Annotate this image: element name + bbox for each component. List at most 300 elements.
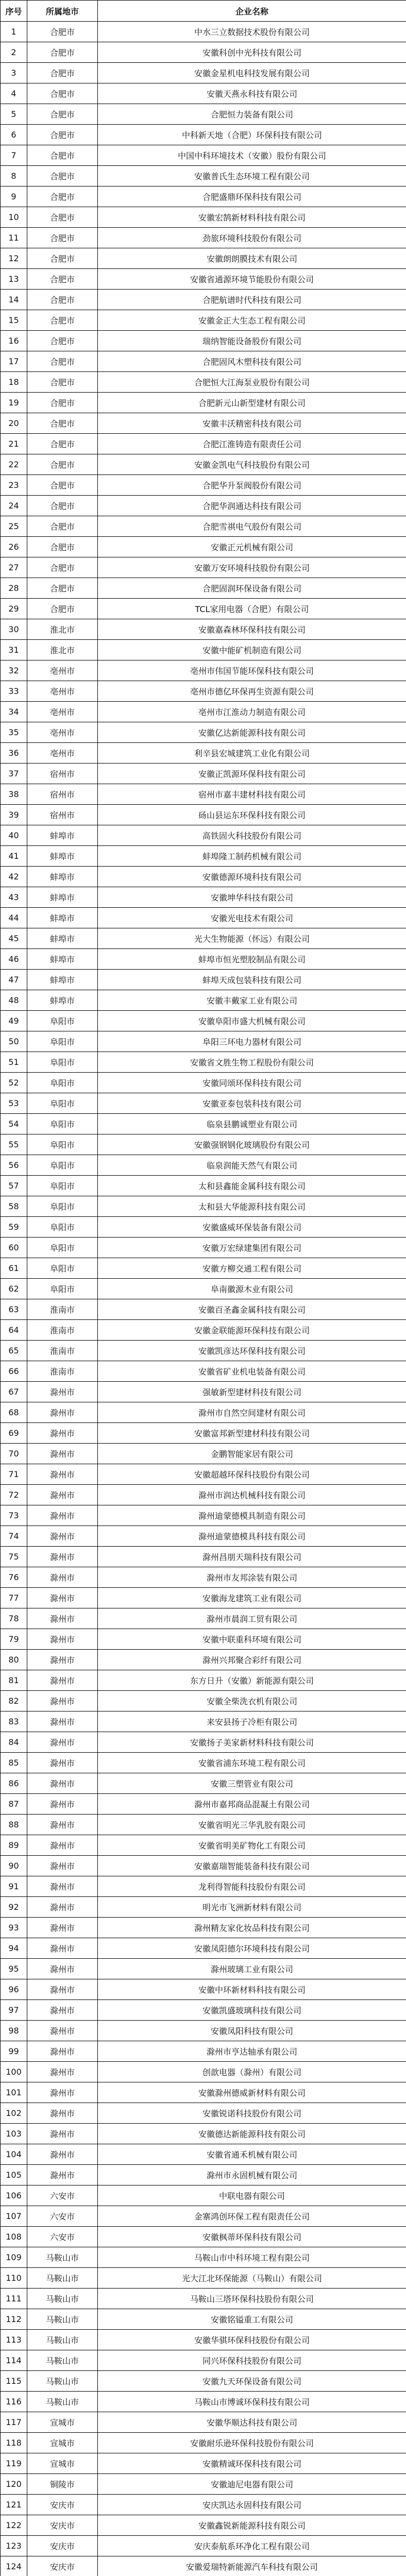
- row-index: 28: [1, 578, 27, 599]
- row-company-name: 马鞍山三塔环保科技股份有限公司: [98, 2289, 406, 2309]
- row-company-name: 安徽枫蒂环保科技有限公司: [98, 2227, 406, 2247]
- row-company-name: 安徽省通禾机械有限公司: [98, 2144, 406, 2165]
- row-company-name: 安徽富邦新型建材科技有限公司: [98, 1423, 406, 1444]
- table-row: [1, 537, 406, 557]
- row-index: 124: [1, 2556, 27, 2576]
- table-row: [1, 2474, 406, 2495]
- table-row: [1, 1196, 406, 1217]
- table-row: [1, 2309, 406, 2330]
- table-row: [1, 1464, 406, 1485]
- table-row: [1, 1773, 406, 1794]
- row-index: 71: [1, 1464, 27, 1485]
- row-index: 31: [1, 640, 27, 660]
- table-row: [1, 1423, 406, 1444]
- table-row: [1, 1588, 406, 1608]
- row-index: 37: [1, 764, 27, 784]
- table-row: [1, 2268, 406, 2289]
- row-index: 7: [1, 145, 27, 166]
- row-city: 滁州市: [27, 1794, 98, 1815]
- row-city: 合肥市: [27, 516, 98, 537]
- row-index: 2: [1, 42, 27, 63]
- row-index: 57: [1, 1176, 27, 1196]
- table-row: [1, 331, 406, 351]
- row-company-name: 蚌埠天成包装科技有限公司: [98, 970, 406, 990]
- row-company-name: 宿州市嘉丰建材科技有限公司: [98, 784, 406, 805]
- row-index: 1: [1, 22, 27, 42]
- row-index: 30: [1, 619, 27, 640]
- table-row: [1, 63, 406, 83]
- row-city: 滁州市: [27, 2144, 98, 2165]
- row-city: 滁州市: [27, 2124, 98, 2144]
- row-city: 滁州市: [27, 1505, 98, 1526]
- table-row: [1, 1238, 406, 1258]
- row-index: 97: [1, 2000, 27, 2021]
- row-index: 72: [1, 1485, 27, 1505]
- row-index: 63: [1, 1299, 27, 1320]
- row-city: 蚌埠市: [27, 846, 98, 867]
- table-row: [1, 2515, 406, 2536]
- row-city: 马鞍山市: [27, 2309, 98, 2330]
- row-company-name: 太和县鑫能金属科技有限公司: [98, 1176, 406, 1196]
- table-row: [1, 413, 406, 434]
- row-index: 36: [1, 743, 27, 764]
- row-index: 118: [1, 2433, 27, 2453]
- table-row: [1, 393, 406, 413]
- row-index: 68: [1, 1402, 27, 1423]
- row-company-name: 滁州迪蒙德模具制造有限公司: [98, 1505, 406, 1526]
- table-row: [1, 1815, 406, 1835]
- row-company-name: 安徽滁州德威新材料有限公司: [98, 2082, 406, 2103]
- table-row: [1, 1670, 406, 1691]
- row-index: 18: [1, 372, 27, 393]
- row-city: 蚌埠市: [27, 949, 98, 970]
- row-index: 119: [1, 2453, 27, 2474]
- row-company-name: 安徽耐乐逊环保科技股份有限公司: [98, 2433, 406, 2453]
- table-row: [1, 1485, 406, 1505]
- row-company-name: 合肥雪祺电气股份有限公司: [98, 516, 406, 537]
- row-city: 滁州市: [27, 2000, 98, 2021]
- table-row: [1, 681, 406, 702]
- row-company-name: 中水三立数据技术股份有限公司: [98, 22, 406, 42]
- table-row: [1, 434, 406, 454]
- row-company-name: 合肥航谱时代科技有限公司: [98, 290, 406, 310]
- row-company-name: 安徽扬子美家新材料科技有限公司: [98, 1732, 406, 1753]
- row-city: 亳州市: [27, 722, 98, 743]
- table-row: [1, 2124, 406, 2144]
- table-row: [1, 1155, 406, 1176]
- row-city: 马鞍山市: [27, 2350, 98, 2371]
- table-row: [1, 619, 406, 640]
- row-city: 合肥市: [27, 207, 98, 228]
- table-row: [1, 372, 406, 393]
- row-company-name: 创歆电器（滁州）有限公司: [98, 2062, 406, 2082]
- row-city: 合肥市: [27, 83, 98, 104]
- row-index: 88: [1, 1815, 27, 1835]
- row-city: 滁州市: [27, 1959, 98, 1979]
- table-row: [1, 1341, 406, 1361]
- table-row: [1, 269, 406, 290]
- row-company-name: 安徽阜阳市盛大机械有限公司: [98, 1011, 406, 1031]
- table-row: [1, 2206, 406, 2227]
- row-city: 滁州市: [27, 1938, 98, 1959]
- row-city: 合肥市: [27, 228, 98, 248]
- row-city: 滁州市: [27, 1835, 98, 1856]
- table-row: [1, 1876, 406, 1897]
- row-city: 滁州市: [27, 1815, 98, 1835]
- row-city: 合肥市: [27, 42, 98, 63]
- row-index: 6: [1, 125, 27, 145]
- row-index: 82: [1, 1691, 27, 1711]
- table-row: [1, 1547, 406, 1567]
- row-company-name: 临泉润能天然气有限公司: [98, 1155, 406, 1176]
- row-company-name: 阜阳三环电力器材有限公司: [98, 1031, 406, 1052]
- row-city: 蚌埠市: [27, 990, 98, 1011]
- table-row: [1, 207, 406, 228]
- row-city: 滁州市: [27, 1608, 98, 1629]
- row-company-name: 中联电器有限公司: [98, 2185, 406, 2206]
- row-company-name: 亳州市德亿环保再生资源有限公司: [98, 681, 406, 702]
- row-city: 蚌埠市: [27, 928, 98, 949]
- row-company-name: 合肥固润环保设备有限公司: [98, 578, 406, 599]
- row-company-name: 安徽铭镒重工有限公司: [98, 2309, 406, 2330]
- row-city: 阜阳市: [27, 1238, 98, 1258]
- table-row: [1, 2453, 406, 2474]
- row-company-name: 安徽强钢钢化玻璃股份有限公司: [98, 1134, 406, 1155]
- row-company-name: 安徽九天环保设备有限公司: [98, 2371, 406, 2392]
- table-row: [1, 42, 406, 63]
- row-company-name: 安徽德源环境科技有限公司: [98, 867, 406, 887]
- table-row: [1, 310, 406, 331]
- table-row: [1, 2000, 406, 2021]
- row-index: 70: [1, 1444, 27, 1464]
- table-row: [1, 764, 406, 784]
- row-index: 99: [1, 2041, 27, 2062]
- row-company-name: 安徽百圣鑫金属科技有限公司: [98, 1299, 406, 1320]
- table-row: [1, 516, 406, 537]
- row-company-name: TCL家用电器（合肥）有限公司: [98, 599, 406, 619]
- row-index: 93: [1, 1918, 27, 1938]
- row-index: 29: [1, 599, 27, 619]
- table-row: [1, 2062, 406, 2082]
- row-index: 81: [1, 1670, 27, 1691]
- row-company-name: 滁州精友家化妆品科技有限公司: [98, 1918, 406, 1938]
- row-company-name: 安徽省通源环境节能股份有限公司: [98, 269, 406, 290]
- row-index: 21: [1, 434, 27, 454]
- row-index: 17: [1, 351, 27, 372]
- row-company-name: 安徽华顺达科技有限公司: [98, 2412, 406, 2433]
- row-city: 宿州市: [27, 764, 98, 784]
- row-index: 86: [1, 1773, 27, 1794]
- table-row: [1, 228, 406, 248]
- row-city: 马鞍山市: [27, 2247, 98, 2268]
- row-city: 滁州市: [27, 1629, 98, 1650]
- row-company-name: 安徽盛威环保装备有限公司: [98, 1217, 406, 1238]
- row-company-name: 中国中科环境技术（安徽）股份有限公司: [98, 145, 406, 166]
- table-row: [1, 1979, 406, 2000]
- row-city: 滁州市: [27, 2082, 98, 2103]
- table-row: [1, 1711, 406, 1732]
- header-index: 序号: [1, 1, 27, 22]
- row-company-name: 安徽金星机电科技发展有限公司: [98, 63, 406, 83]
- row-company-name: 安徽凯盛玻璃科技有限公司: [98, 2000, 406, 2021]
- row-index: 110: [1, 2268, 27, 2289]
- row-company-name: 蚌埠隆工制药机械有限公司: [98, 846, 406, 867]
- row-index: 77: [1, 1588, 27, 1608]
- row-index: 73: [1, 1505, 27, 1526]
- row-city: 淮北市: [27, 619, 98, 640]
- row-city: 亳州市: [27, 743, 98, 764]
- table-row: [1, 1897, 406, 1918]
- row-company-name: 安徽中能矿机制造有限公司: [98, 640, 406, 660]
- row-index: 67: [1, 1382, 27, 1402]
- row-company-name: 滁州市亨达轴承有限公司: [98, 2041, 406, 2062]
- row-company-name: 马鞍山市中科环境工程有限公司: [98, 2247, 406, 2268]
- row-city: 合肥市: [27, 454, 98, 475]
- row-city: 合肥市: [27, 331, 98, 351]
- row-index: 62: [1, 1279, 27, 1299]
- row-company-name: 金寨鸿创环保工程有限责任公司: [98, 2206, 406, 2227]
- table-row: [1, 2289, 406, 2309]
- row-company-name: 滁州兴邦聚合彩纤有限公司: [98, 1650, 406, 1670]
- row-company-name: 安徽省矿业机电装备有限公司: [98, 1361, 406, 1382]
- row-index: 74: [1, 1526, 27, 1547]
- row-city: 亳州市: [27, 681, 98, 702]
- table-row: [1, 2412, 406, 2433]
- row-city: 阜阳市: [27, 1073, 98, 1093]
- row-company-name: 安徽超越环保科技股份有限公司: [98, 1464, 406, 1485]
- row-index: 107: [1, 2206, 27, 2227]
- row-company-name: 合肥华润通达科技有限公司: [98, 496, 406, 516]
- row-company-name: 安徽正元机械有限公司: [98, 537, 406, 557]
- row-city: 马鞍山市: [27, 2268, 98, 2289]
- row-city: 合肥市: [27, 187, 98, 207]
- row-company-name: 光大生物能源（怀远）有限公司: [98, 928, 406, 949]
- row-index: 25: [1, 516, 27, 537]
- row-index: 101: [1, 2082, 27, 2103]
- table-row: [1, 887, 406, 908]
- row-company-name: 安徽凯彦达环保科技有限公司: [98, 1341, 406, 1361]
- row-company-name: 滁州市晨润工贸有限公司: [98, 1608, 406, 1629]
- row-company-name: 安徽中联重科环境有限公司: [98, 1629, 406, 1650]
- row-city: 阜阳市: [27, 1155, 98, 1176]
- row-city: 合肥市: [27, 290, 98, 310]
- row-index: 111: [1, 2289, 27, 2309]
- row-city: 阜阳市: [27, 1196, 98, 1217]
- row-city: 亳州市: [27, 702, 98, 722]
- row-company-name: 安徽爱瑞特新能源汽车科技有限公司: [98, 2556, 406, 2576]
- row-company-name: 安徽鑫锐新能源科技有限公司: [98, 2515, 406, 2536]
- table-row: [1, 1402, 406, 1423]
- table-row: [1, 1134, 406, 1155]
- row-company-name: 安徽三塑管业有限公司: [98, 1773, 406, 1794]
- row-city: 滁州市: [27, 1464, 98, 1485]
- row-company-name: 安徽省明光三华乳胶有限公司: [98, 1815, 406, 1835]
- row-index: 44: [1, 908, 27, 928]
- table-row: [1, 1299, 406, 1320]
- row-city: 蚌埠市: [27, 970, 98, 990]
- row-index: 54: [1, 1114, 27, 1134]
- row-index: 91: [1, 1876, 27, 1897]
- table-row: [1, 1011, 406, 1031]
- table-row: [1, 702, 406, 722]
- row-city: 合肥市: [27, 372, 98, 393]
- row-index: 34: [1, 702, 27, 722]
- row-city: 滁州市: [27, 1773, 98, 1794]
- table-row: [1, 22, 406, 42]
- table-row: [1, 1258, 406, 1279]
- row-company-name: 合肥固风木塑科技有限公司: [98, 351, 406, 372]
- row-company-name: 金鹏智能家居有限公司: [98, 1444, 406, 1464]
- row-city: 淮北市: [27, 640, 98, 660]
- table-row: [1, 1918, 406, 1938]
- table-row: [1, 1382, 406, 1402]
- row-index: 79: [1, 1629, 27, 1650]
- table-row: [1, 1114, 406, 1134]
- table-row: [1, 2392, 406, 2412]
- row-index: 76: [1, 1567, 27, 1588]
- row-company-name: 安徽万安环境科技股份有限公司: [98, 557, 406, 578]
- row-city: 滁州市: [27, 2062, 98, 2082]
- table-row: [1, 2247, 406, 2268]
- row-city: 合肥市: [27, 22, 98, 42]
- table-row: [1, 1650, 406, 1670]
- row-city: 滁州市: [27, 1423, 98, 1444]
- row-index: 20: [1, 413, 27, 434]
- row-city: 合肥市: [27, 578, 98, 599]
- row-company-name: 安徽天燕永科技有限公司: [98, 83, 406, 104]
- row-index: 33: [1, 681, 27, 702]
- row-company-name: 滁州市永固机械有限公司: [98, 2165, 406, 2185]
- row-index: 95: [1, 1959, 27, 1979]
- table-row: [1, 1176, 406, 1196]
- row-company-name: 安徽省浦东环境工程有限公司: [98, 1753, 406, 1773]
- row-index: 23: [1, 475, 27, 496]
- row-city: 合肥市: [27, 413, 98, 434]
- table-row: [1, 1093, 406, 1114]
- table-row: [1, 949, 406, 970]
- table-row: [1, 1361, 406, 1382]
- row-company-name: 安徽凤阳科技有限公司: [98, 2021, 406, 2041]
- row-index: 120: [1, 2474, 27, 2495]
- row-index: 49: [1, 1011, 27, 1031]
- row-company-name: 滁州迪蒙德模具科技有限公司: [98, 1526, 406, 1547]
- row-company-name: 安徽嘉瑞智能装备科技有限公司: [98, 1856, 406, 1876]
- table-row: [1, 990, 406, 1011]
- row-index: 47: [1, 970, 27, 990]
- table-row: [1, 1608, 406, 1629]
- row-index: 108: [1, 2227, 27, 2247]
- table-row: [1, 2371, 406, 2392]
- table-row: [1, 1320, 406, 1341]
- row-city: 滁州市: [27, 1650, 98, 1670]
- row-company-name: 安徽丰沃精密科技有限公司: [98, 413, 406, 434]
- table-row: [1, 125, 406, 145]
- row-city: 合肥市: [27, 125, 98, 145]
- table-row: [1, 1052, 406, 1073]
- table-row: [1, 1279, 406, 1299]
- table-row: [1, 1031, 406, 1052]
- row-index: 60: [1, 1238, 27, 1258]
- row-index: 65: [1, 1341, 27, 1361]
- row-city: 六安市: [27, 2206, 98, 2227]
- row-index: 69: [1, 1423, 27, 1444]
- row-index: 83: [1, 1711, 27, 1732]
- table-row: [1, 1732, 406, 1753]
- table-row: [1, 1629, 406, 1650]
- row-city: 宣城市: [27, 2433, 98, 2453]
- row-city: 阜阳市: [27, 1279, 98, 1299]
- row-index: 15: [1, 310, 27, 331]
- table-row: [1, 640, 406, 660]
- row-city: 滁州市: [27, 1402, 98, 1423]
- row-index: 52: [1, 1073, 27, 1093]
- row-company-name: 安徽同颂环保科技有限公司: [98, 1073, 406, 1093]
- row-company-name: 安徽丰戴家工业有限公司: [98, 990, 406, 1011]
- row-city: 合肥市: [27, 434, 98, 454]
- table-row: [1, 928, 406, 949]
- row-company-name: 中科新天地（合肥）环保科技有限公司: [98, 125, 406, 145]
- row-company-name: 劲旅环境科技股份有限公司: [98, 228, 406, 248]
- table-row: [1, 2041, 406, 2062]
- row-index: 89: [1, 1835, 27, 1856]
- table-row: [1, 578, 406, 599]
- header-company-name: 企业名称: [98, 1, 406, 22]
- row-company-name: 滁州玻璃工业有限公司: [98, 1959, 406, 1979]
- row-index: 53: [1, 1093, 27, 1114]
- row-company-name: 安徽宏鹄新材料科技有限公司: [98, 207, 406, 228]
- row-city: 六安市: [27, 2185, 98, 2206]
- table-row: [1, 1444, 406, 1464]
- row-city: 阜阳市: [27, 1217, 98, 1238]
- row-city: 合肥市: [27, 269, 98, 290]
- row-company-name: 滁州市自然空间建材有限公司: [98, 1402, 406, 1423]
- table-row: [1, 1567, 406, 1588]
- row-city: 合肥市: [27, 248, 98, 269]
- row-index: 5: [1, 104, 27, 125]
- row-index: 10: [1, 207, 27, 228]
- row-city: 滁州市: [27, 1588, 98, 1608]
- row-index: 113: [1, 2330, 27, 2350]
- table-row: [1, 1526, 406, 1547]
- row-index: 58: [1, 1196, 27, 1217]
- row-city: 阜阳市: [27, 1114, 98, 1134]
- row-index: 94: [1, 1938, 27, 1959]
- table-row: [1, 722, 406, 743]
- row-company-name: 安徽凤阳德尔环境科技有限公司: [98, 1938, 406, 1959]
- row-index: 115: [1, 2371, 27, 2392]
- table-row: [1, 2021, 406, 2041]
- row-company-name: 安徽坤华科技有限公司: [98, 887, 406, 908]
- row-index: 112: [1, 2309, 27, 2330]
- row-city: 合肥市: [27, 166, 98, 187]
- row-company-name: 光大江北环保能源（马鞍山）有限公司: [98, 2268, 406, 2289]
- table-row: [1, 1856, 406, 1876]
- table-row: [1, 2556, 406, 2576]
- row-city: 阜阳市: [27, 1258, 98, 1279]
- table-row: [1, 867, 406, 887]
- row-company-name: 安徽锐诺科技股份有限公司: [98, 2103, 406, 2124]
- row-index: 51: [1, 1052, 27, 1073]
- row-index: 61: [1, 1258, 27, 1279]
- row-company-name: 阜南徽源木业有限公司: [98, 1279, 406, 1299]
- row-index: 122: [1, 2515, 27, 2536]
- table-row: [1, 83, 406, 104]
- row-company-name: 安徽中环新材料科技有限公司: [98, 1979, 406, 2000]
- row-index: 109: [1, 2247, 27, 2268]
- row-city: 合肥市: [27, 557, 98, 578]
- row-company-name: 滁州市润达机械科技有限公司: [98, 1485, 406, 1505]
- table-row: [1, 2103, 406, 2124]
